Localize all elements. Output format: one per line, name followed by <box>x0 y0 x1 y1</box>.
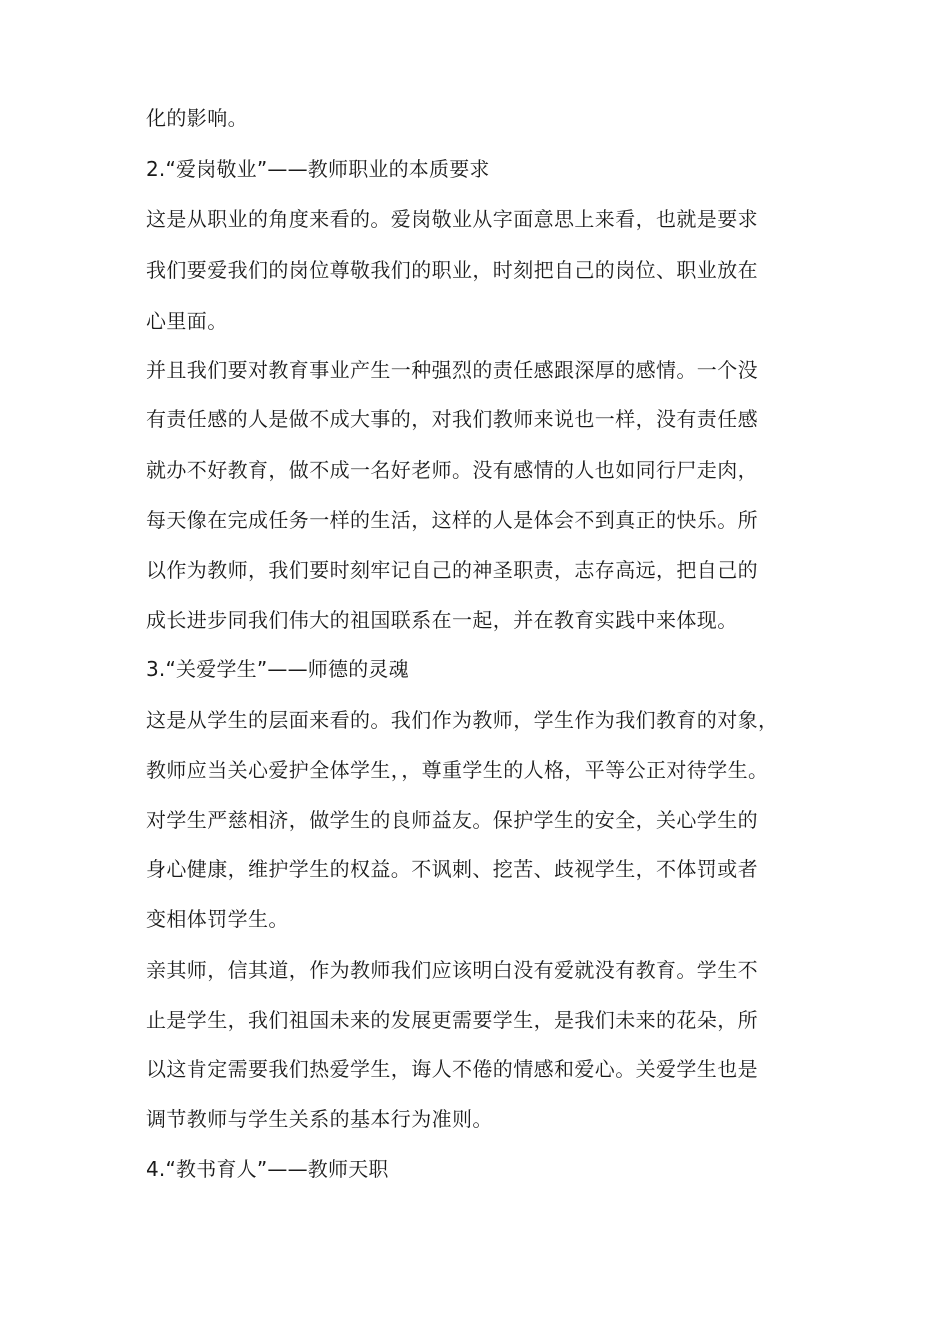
text-line-3: 这是从职业的角度来看的。爱岗敬业从字面意思上来看，也就是要求 <box>146 207 758 231</box>
text-line-1: 化的影响。 <box>146 106 248 130</box>
section-heading-3: 3.“关爱学生”——师德的灵魂 <box>146 657 409 681</box>
text-line-6: 并且我们要对教育事业产生一种强烈的责任感跟深厚的感情。一个没 <box>146 358 758 382</box>
text-line-11: 成长进步同我们伟大的祖国联系在一起，并在教育实践中来体现。 <box>146 608 738 632</box>
text-line-21: 调节教师与学生关系的基本行为准则。 <box>146 1107 493 1131</box>
text-line-9: 每天像在完成任务一样的生活，这样的人是体会不到真正的快乐。所 <box>146 508 758 532</box>
section-heading-2: 2.“爱岗敬业”——教师职业的本质要求 <box>146 157 490 181</box>
text-line-4: 我们要爱我们的岗位尊敬我们的职业，时刻把自己的岗位、职业放在 <box>146 258 758 282</box>
text-line-10: 以作为教师，我们要时刻牢记自己的神圣职责，志存高远，把自己的 <box>146 558 758 582</box>
text-line-15: 对学生严慈相济，做学生的良师益友。保护学生的安全，关心学生的 <box>146 808 758 832</box>
section-heading-4: 4.“教书育人”——教师天职 <box>146 1157 389 1181</box>
text-line-17: 变相体罚学生。 <box>146 907 289 931</box>
text-line-19: 止是学生，我们祖国未来的发展更需要学生，是我们未来的花朵，所 <box>146 1008 758 1032</box>
text-line-16: 身心健康，维护学生的权益。不讽刺、挖苦、歧视学生，不体罚或者 <box>146 857 758 881</box>
text-line-20: 以这肯定需要我们热爱学生，诲人不倦的情感和爱心。关爱学生也是 <box>146 1057 758 1081</box>
text-line-13: 这是从学生的层面来看的。我们作为教师，学生作为我们教育的对象， <box>146 708 779 732</box>
text-line-8: 就办不好教育，做不成一名好老师。没有感情的人也如同行尸走肉， <box>146 458 758 482</box>
text-line-5: 心里面。 <box>146 309 228 333</box>
text-line-14: 教师应当关心爱护全体学生，，尊重学生的人格，平等公正对待学生。 <box>146 758 769 782</box>
text-line-7: 有责任感的人是做不成大事的，对我们教师来说也一样，没有责任感 <box>146 407 758 431</box>
text-line-18: 亲其师，信其道，作为教师我们应该明白没有爱就没有教育。学生不 <box>146 958 758 982</box>
